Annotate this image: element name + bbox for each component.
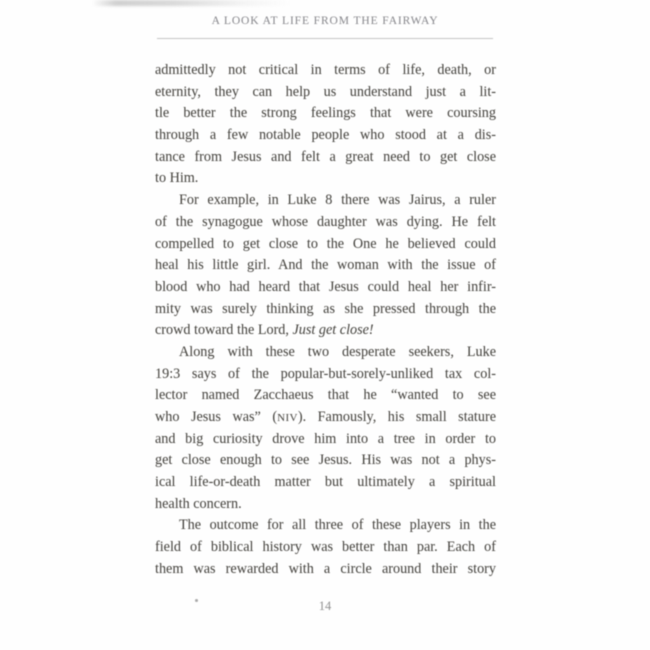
text-segment: and big curiosity drove him into a tree in order to bbox=[155, 430, 496, 447]
text-line bbox=[155, 385, 496, 407]
text-line bbox=[155, 407, 496, 429]
text-line bbox=[155, 147, 496, 169]
text-segment: The outcome for all three of these players in the bbox=[179, 517, 496, 534]
text-segment: get close enough to see Jesus. His was not a phys- bbox=[155, 452, 496, 469]
text-segment: Just get close! bbox=[292, 322, 374, 339]
text-line bbox=[155, 190, 496, 212]
text-segment: admittedly not critical in terms of life, death, or bbox=[155, 62, 496, 78]
text-line bbox=[155, 537, 496, 559]
text-line bbox=[155, 515, 496, 537]
text-segment: heal his little girl. And the woman with the issue of bbox=[155, 257, 496, 274]
text-line bbox=[155, 472, 496, 494]
text-segment: Along with these two desperate seekers, Luke bbox=[179, 343, 496, 360]
text-line bbox=[155, 320, 496, 342]
text-line bbox=[155, 450, 496, 472]
text-segment: blood who had heard that Jesus could heal her infir- bbox=[155, 278, 496, 295]
text-segment: eternity, they can help us understand just a lit- bbox=[155, 83, 496, 100]
text-segment: health concern. bbox=[155, 495, 242, 512]
text-line bbox=[155, 364, 496, 386]
text-line bbox=[155, 212, 496, 234]
text-segment: crowd toward the Lord, bbox=[155, 322, 293, 339]
text-segment: them was rewarded with a circle around their story bbox=[155, 560, 496, 577]
text-line bbox=[155, 168, 496, 190]
text-line bbox=[155, 125, 496, 147]
header-rule bbox=[157, 38, 493, 39]
running-header: A LOOK AT LIFE FROM THE FAIRWAY bbox=[211, 15, 439, 27]
text-line bbox=[155, 299, 496, 321]
text-line bbox=[155, 82, 496, 104]
text-line bbox=[155, 234, 496, 256]
text-line bbox=[155, 429, 496, 451]
text-line bbox=[155, 60, 496, 82]
text-line bbox=[155, 559, 496, 581]
text-line bbox=[155, 277, 496, 299]
scan-edge-artifact bbox=[92, 0, 292, 6]
text-segment: compelled to get close to the One he believed could bbox=[155, 235, 496, 252]
text-segment: field of biblical history was better than par. Each of bbox=[155, 539, 496, 556]
text-segment: lector named Zacchaeus that he “wanted to see bbox=[155, 387, 496, 404]
text-segment: ical life-or-death matter but ultimately a spiritual bbox=[155, 474, 496, 491]
text-line bbox=[155, 494, 496, 516]
text-segment: tle better the strong feelings that were coursing bbox=[155, 105, 496, 122]
text-line bbox=[155, 255, 496, 277]
text-segment: of the synagogue whose daughter was dying. He felt bbox=[155, 213, 496, 230]
text-segment: tance from Jesus and felt a great need to get close bbox=[155, 148, 496, 165]
text-segment: 19:3 says of the popular-but-sorely-unliked tax col- bbox=[155, 365, 496, 382]
text-segment: For example, in Luke 8 there was Jairus, a ruler bbox=[179, 192, 496, 209]
text-segment: who Jesus was” ( bbox=[155, 409, 278, 425]
page-number: 14 bbox=[318, 599, 332, 613]
text-segment: ). Famously, his small stature bbox=[297, 409, 496, 425]
text-segment: mity was surely thinking as she pressed through the bbox=[155, 300, 496, 317]
text-line bbox=[155, 103, 496, 125]
text-segment: to Him. bbox=[155, 170, 199, 187]
text-segment: through a few notable people who stood at a dis- bbox=[155, 127, 496, 144]
text-line bbox=[155, 342, 496, 364]
text-column bbox=[155, 60, 496, 581]
text-segment: NIV bbox=[277, 412, 298, 424]
